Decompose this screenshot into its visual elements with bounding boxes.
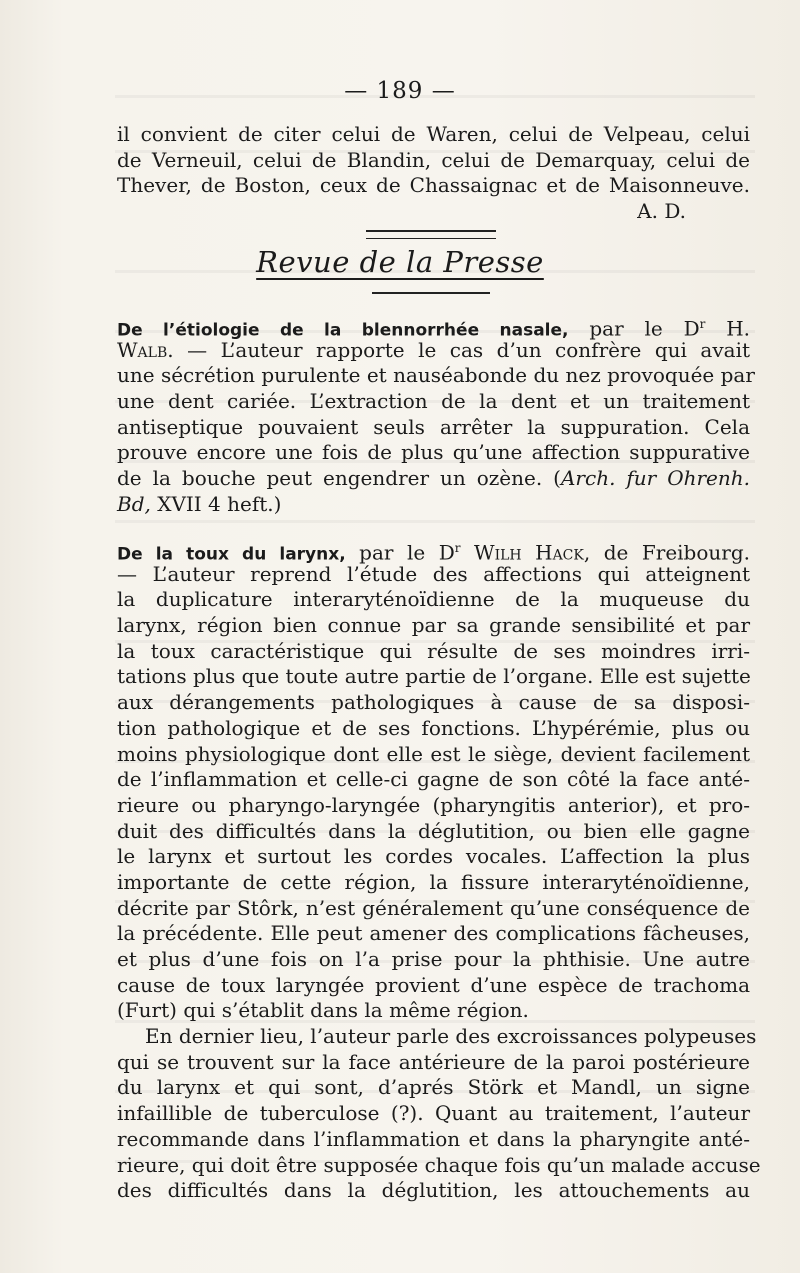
text-line: De l’étiologie de la blennorrhée nasale, par le $D^r$ H. <box>117 316 751 341</box>
text-line: recommande dans l’inflammation et dans la pharyngite anté- <box>117 1126 750 1151</box>
text-line: — L’auteur reprend l’étude des affections qui atteignent <box>117 561 750 586</box>
text-line: la duplicature interaryténoïdienne de la muqueuse du <box>117 587 750 612</box>
text-line: rieure, qui doit être supposée chaque fois qu’un malade accuse <box>117 1152 761 1177</box>
text-line: aux dérangements pathologiques à cause de sa disposi- <box>117 690 750 715</box>
text-line: larynx, région bien connue par sa grande sensibilité et par <box>117 613 750 638</box>
text-line: de l’inflammation et celle-ci gagne de son côté la face anté- <box>117 767 750 792</box>
text-line: le larynx et surtout les cordes vocales. L’affection la plus <box>117 844 750 869</box>
section-title: Revue de la Presse <box>256 245 544 279</box>
text-line: prouve encore une fois de plus qu’une affection suppurative <box>117 440 750 465</box>
author-name: Walb <box>117 337 168 362</box>
text-line: En dernier lieu, l’auteur parle des excroissances polypeuses <box>145 1024 757 1049</box>
author-name: Wilh Hack <box>460 540 584 565</box>
text-line: des difficultés dans la déglutition, les attouchements au <box>117 1178 750 1203</box>
text-line: tations plus que toute autre partie de l’organe. Elle est sujette <box>117 664 751 689</box>
text-line: rieure ou pharyngo-laryngée (pharyngitis anterior), et pro- <box>117 792 750 817</box>
text-line: une sécrétion purulente et nauséabonde du nez provoquée par <box>117 363 755 388</box>
text-line: de la bouche peut engendrer un ozène. (Arch. fur Ohrenh. <box>117 466 750 491</box>
journal-citation: Arch. fur Ohrenh. <box>560 466 750 491</box>
signature: A. D. <box>637 199 686 224</box>
text-line: Walb. — L’auteur rapporte le cas d’un confrère qui avait <box>117 337 750 362</box>
text-line: cause de toux laryngée provient d’une espèce de trachoma <box>117 972 750 997</box>
text-line: décrite par Stôrk, n’est généralement qu’une conséquence de <box>117 895 750 920</box>
text-line: et plus d’une fois on l’a prise pour la phthisie. Une autre <box>117 947 750 971</box>
text-line: duit des difficultés dans la déglutition, ou bien elle gagne <box>117 818 750 843</box>
text-line: (Furt) qui s’établit dans la même région. <box>117 998 529 1023</box>
text-line: du larynx et qui sont, d’aprés Störk et Mandl, un signe <box>117 1075 750 1100</box>
title-rule <box>372 292 490 294</box>
article-toux-larynx <box>117 536 761 1204</box>
text-line: De la toux du larynx, par le $D^r$ Wilh Hack, de Freibourg. <box>117 540 750 565</box>
text-line: qui se trouvent sur la face antérieure de la paroi postérieure <box>117 1049 750 1074</box>
text-line: antiseptique pouvaient seuls arrêter la suppuration. Cela <box>117 414 750 439</box>
text-line: une dent cariée. L’extraction de la dent et un traitement <box>117 389 750 414</box>
text-line: moins physiologique dont elle est le siège, devient facilement <box>117 741 750 766</box>
text-line: de Verneuil, celui de Blandin, celui de Demarquay, celui de <box>117 147 750 172</box>
intro-paragraph <box>117 122 750 225</box>
text-line: tion pathologique et de ses fonctions. L’hypérémie, plus ou <box>117 715 750 740</box>
double-rule-divider <box>366 230 496 239</box>
text-line: infaillible de tuberculose (?). Quant au traitement, l’auteur <box>117 1101 750 1126</box>
text-line: il convient de citer celui de Waren, celui de Velpeau, celui <box>117 122 750 146</box>
text-line: la toux caractéristique qui résulte de ses moindres irri- <box>117 638 750 663</box>
article-etiologie <box>117 312 755 518</box>
text-line: importante de cette région, la fissure interaryténoïdienne, <box>117 869 750 894</box>
text-line: la précédente. Elle peut amener des complications fâcheuses, <box>117 921 750 946</box>
article-heading: De l’étiologie de la blennorrhée nasale, <box>117 320 569 341</box>
text-line: Bd, XVII 4 heft.) <box>117 491 282 516</box>
text-line: Thever, de Boston, ceux de Chassaignac et de Maisonneuve. <box>117 173 750 198</box>
article-heading: De la toux du larynx, <box>117 544 346 565</box>
page-number: — 189 — <box>344 78 456 104</box>
